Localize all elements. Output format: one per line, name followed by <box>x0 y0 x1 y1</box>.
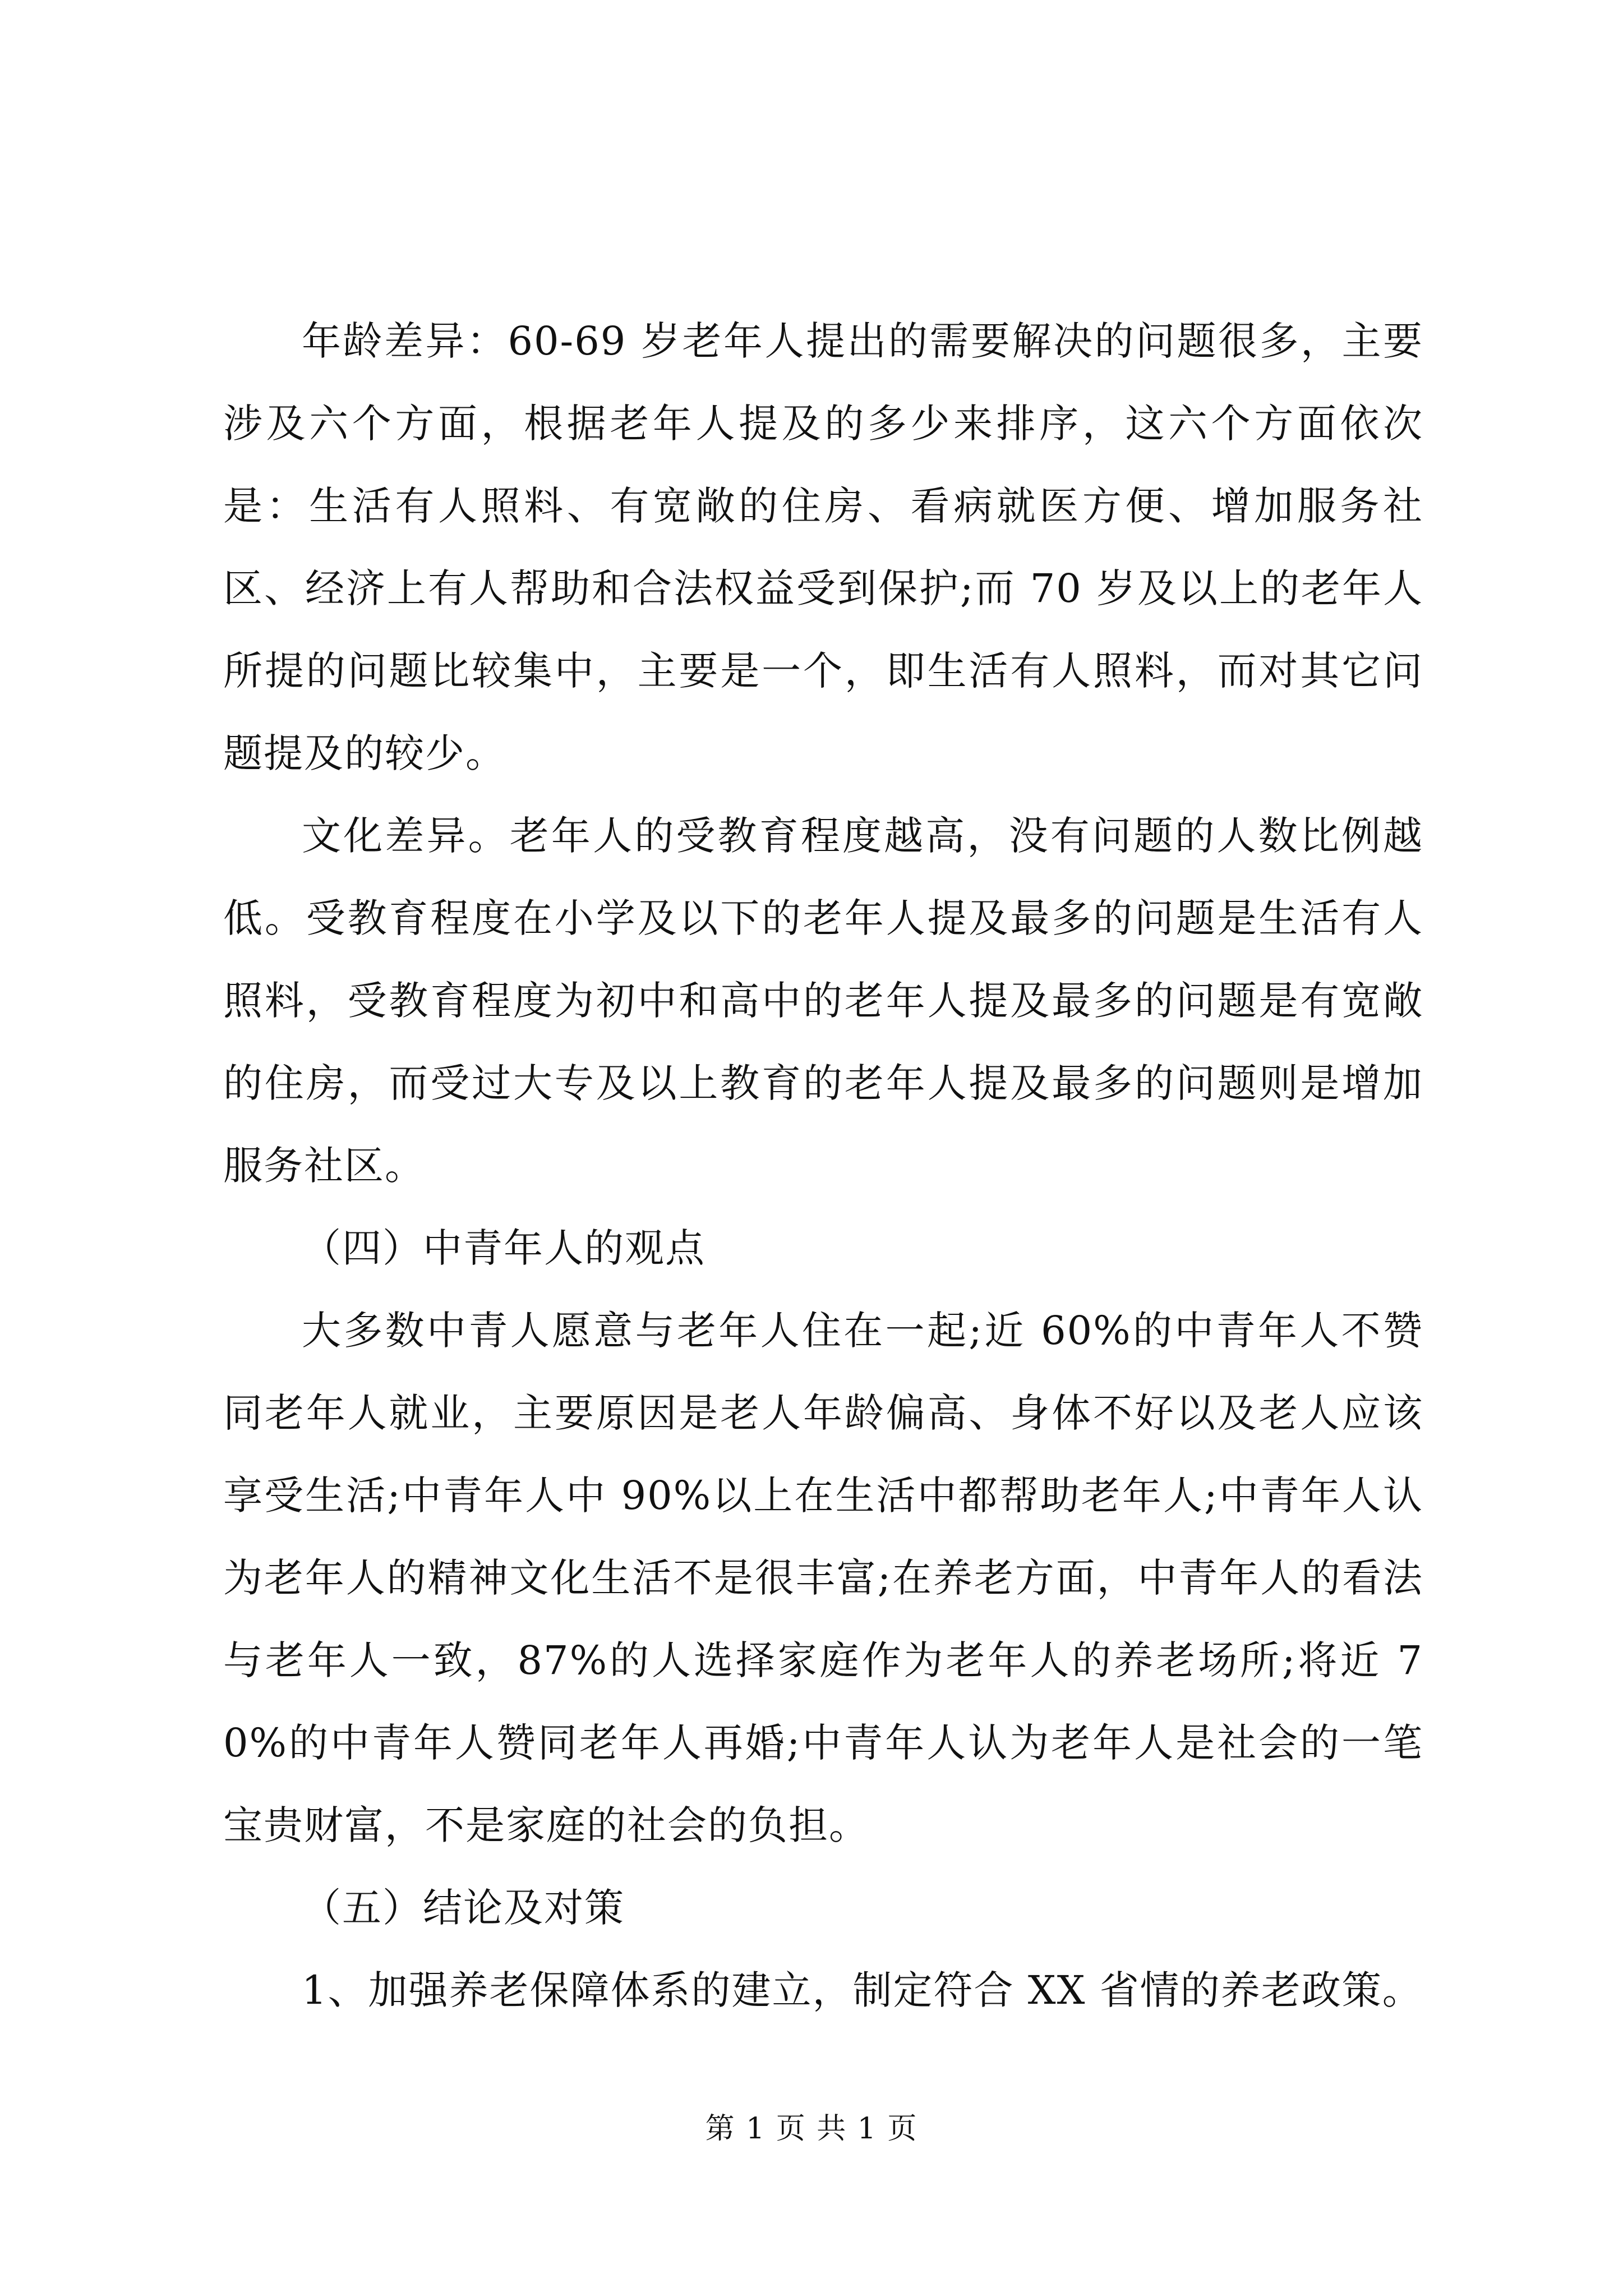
section-heading-four: （四）中青年人的观点 <box>302 1225 706 1271</box>
paragraph-countermeasure-one: 1、加强养老保障体系的建立，制定符合 XX 省情的养老政策。 <box>302 1967 1423 2013</box>
paragraph-youth-views: 大多数中青人愿意与老年人住在一起;近 60%的中青年人不赞同老年人就业，主要原因是老人年龄偏高、身体不好以及老人应该享受生活;中青年人中 90%以上在生活中都帮助老年人;中青年人认为老年人的精神文化生活不是很丰富;在养老方面，中青年人的看法与老年人一致，87%的人选择家庭作为老年人的养老场所;将近 70%的中青年人赞同老年人再婚;中青年人认为老年人是社会的一笔宝贵财富，不是家庭的社会的负担。 <box>223 1308 1423 1848</box>
document-body <box>223 300 1423 2032</box>
section-heading-five: （五）结论及对策 <box>302 1885 625 1931</box>
paragraph-education-difference: 文化差异。老年人的受教育程度越高，没有问题的人数比例越低。受教育程度在小学及以下的老年人提及最多的问题是生活有人照料，受教育程度为初中和高中的老年人提及最多的问题是有宽敞的住房，而受过大专及以上教育的老年人提及最多的问题则是增加服务社区。 <box>223 813 1423 1189</box>
paragraph-age-difference: 年龄差异：60-69 岁老年人提出的需要解决的问题很多，主要涉及六个方面，根据老年人提及的多少来排序，这六个方面依次是：生活有人照料、有宽敞的住房、看病就医方便、增加服务社区、经济上有人帮助和合法权益受到保护;而 70 岁及以上的老年人所提的问题比较集中，主要是一个，即生活有人照料，而对其它问题提及的较少。 <box>223 318 1423 776</box>
page-footer: 第 1 页 共 1 页 <box>705 2112 918 2146</box>
